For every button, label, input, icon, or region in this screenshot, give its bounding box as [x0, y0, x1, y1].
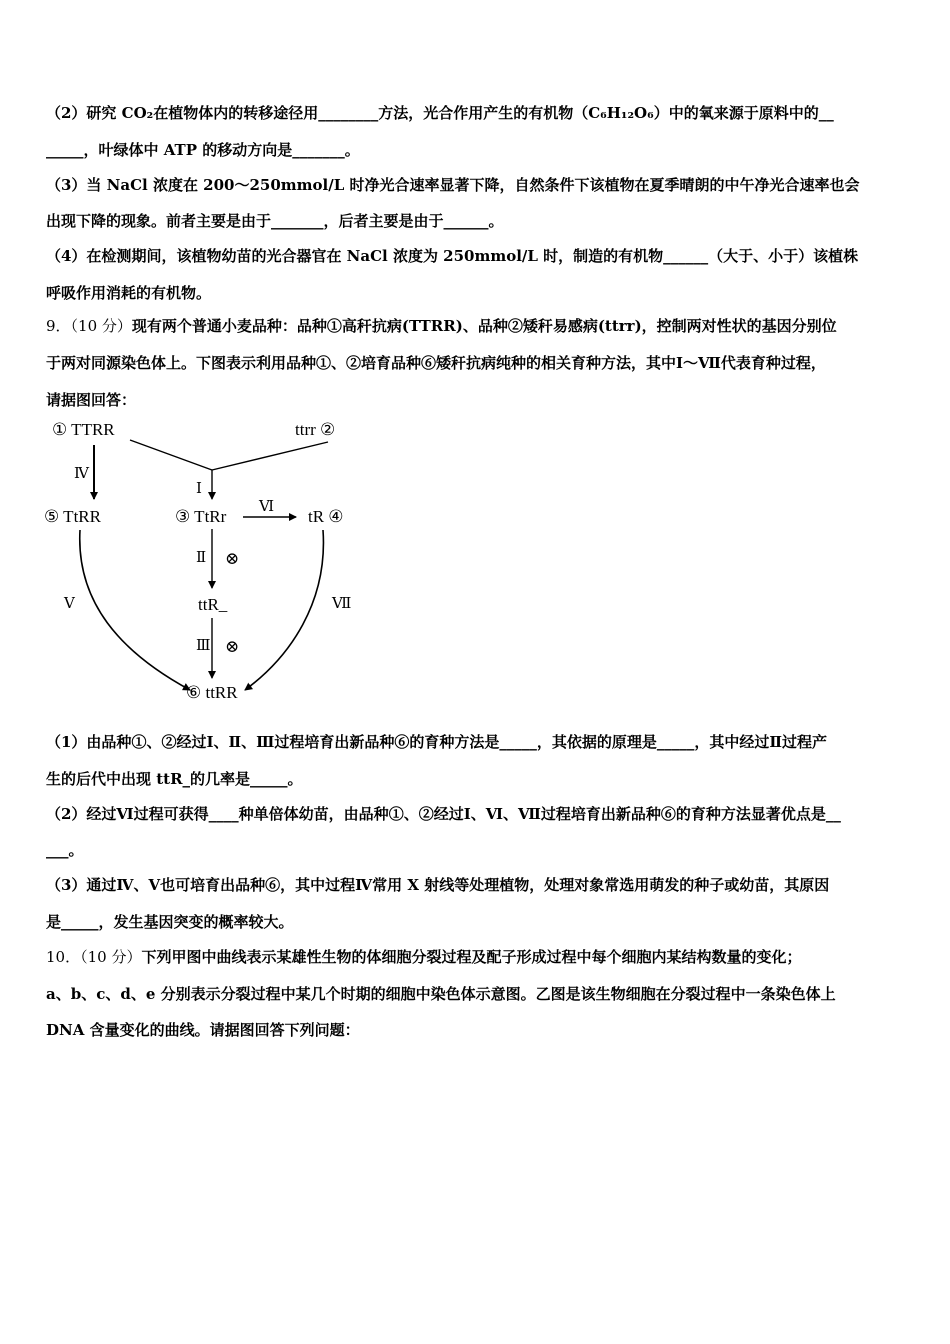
node-variety-2: ttrr ② [295, 420, 336, 439]
q8-part2-line1: （2）研究 CO₂在植物体内的转移途径用________方法，光合作用产生的有机物（C₆H₁₂O₆）中的氧来源于原料中的__ [46, 104, 834, 122]
q9-score: （10 分） [70, 317, 132, 335]
q9-part1-line1: （1）由品种①、②经过Ⅰ、Ⅱ、Ⅲ过程培育出新品种⑥的育种方法是_____，其依据的原理是_____，其中经过Ⅱ过程产 [46, 733, 828, 751]
label-process-7: Ⅶ [332, 596, 352, 612]
label-process-2: Ⅱ [196, 550, 207, 566]
label-process-5: Ⅴ [64, 596, 75, 612]
label-process-4: Ⅳ [74, 466, 89, 482]
q9-number: 9． [46, 317, 71, 335]
node-variety-5: ⑤ TtRR [44, 507, 101, 526]
q9-part1-line2: 生的后代中出现 ttR_的几率是_____。 [46, 770, 303, 788]
q8-part3-line1: （3）当 NaCl 浓度在 200～250mmol/L 时净光合速率显著下降，自然条件下该植物在夏季晴朗的中午净光合速率也会 [46, 176, 860, 194]
q10-stem-line1 [46, 947, 906, 967]
selfing-symbol-1: ⊗ [225, 549, 240, 568]
q10-stem-text: 下列甲图中曲线表示某雄性生物的体细胞分裂过程及配子形成过程中每个细胞内某结构数量的变化； [141, 948, 802, 966]
q8-part4-line1: （4）在检测期间，该植物幼苗的光合器官在 NaCl 浓度为 250mmol/L 时，制造的有机物______（大于、小于）该植株 [46, 247, 859, 265]
label-process-1: Ⅰ [196, 481, 202, 497]
cross-line-right [212, 442, 328, 470]
q9-part2-line2: ___。 [46, 841, 84, 859]
selfing-symbol-2: ⊗ [225, 637, 240, 656]
breeding-diagram [40, 412, 360, 712]
node-variety-6: ⑥ ttRR [186, 683, 238, 702]
node-variety-3: ③ TtRr [175, 507, 227, 526]
q10-stem-line2: a、b、c、d、e 分别表示分裂过程中某几个时期的细胞中染色体示意图。乙图是该生物细胞在分裂过程中一条染色体上 [46, 985, 836, 1003]
arrow-process-7 [245, 530, 323, 690]
q9-stem-line2: 于两对同源染色体上。下图表示利用品种①、②培育品种⑥矮秆抗病纯种的相关育种方法，其中Ⅰ～Ⅶ代表育种过程， [46, 354, 826, 372]
q9-part3-line2: 是_____，发生基因突变的概率较大。 [46, 913, 294, 931]
q8-part3-line2: 出现下降的现象。前者主要是由于_______，后者主要是由于______。 [46, 212, 504, 230]
q8-part4-line2: 呼吸作用消耗的有机物。 [46, 284, 212, 302]
node-variety-1: ① TTRR [52, 420, 115, 439]
cross-line-left [130, 440, 212, 470]
q9-stem-line3: 请据图回答： [46, 391, 137, 409]
arrow-process-5 [80, 530, 190, 690]
q9-stem-line1 [46, 316, 906, 336]
q10-score: （10 分） [80, 948, 142, 966]
node-ttR: ttR_ [198, 595, 228, 614]
q9-stem-text: 现有两个普通小麦品种：品种①高秆抗病(TTRR)、品种②矮秆易感病(ttrr)，控制两对性状的基因分别位 [131, 317, 837, 335]
q8-part2-line2: _____，叶绿体中 ATP 的移动方向是_______。 [46, 141, 360, 159]
q9-part2-line1: （2）经过Ⅵ过程可获得____种单倍体幼苗，由品种①、②经过Ⅰ、Ⅵ、Ⅶ过程培育出新品种⑥的育种方法显著优点是__ [46, 805, 841, 823]
label-process-6: Ⅵ [259, 499, 275, 515]
q10-number: 10． [46, 948, 81, 966]
q9-part3-line1: （3）通过Ⅳ、Ⅴ也可培育出品种⑥，其中过程Ⅳ常用 X 射线等处理植物，处理对象常选用萌发的种子或幼苗，其原因 [46, 876, 830, 894]
label-process-3: Ⅲ [196, 638, 211, 654]
node-variety-4: tR ④ [308, 507, 344, 526]
q10-stem-line3: DNA 含量变化的曲线。请据图回答下列问题： [46, 1021, 360, 1039]
